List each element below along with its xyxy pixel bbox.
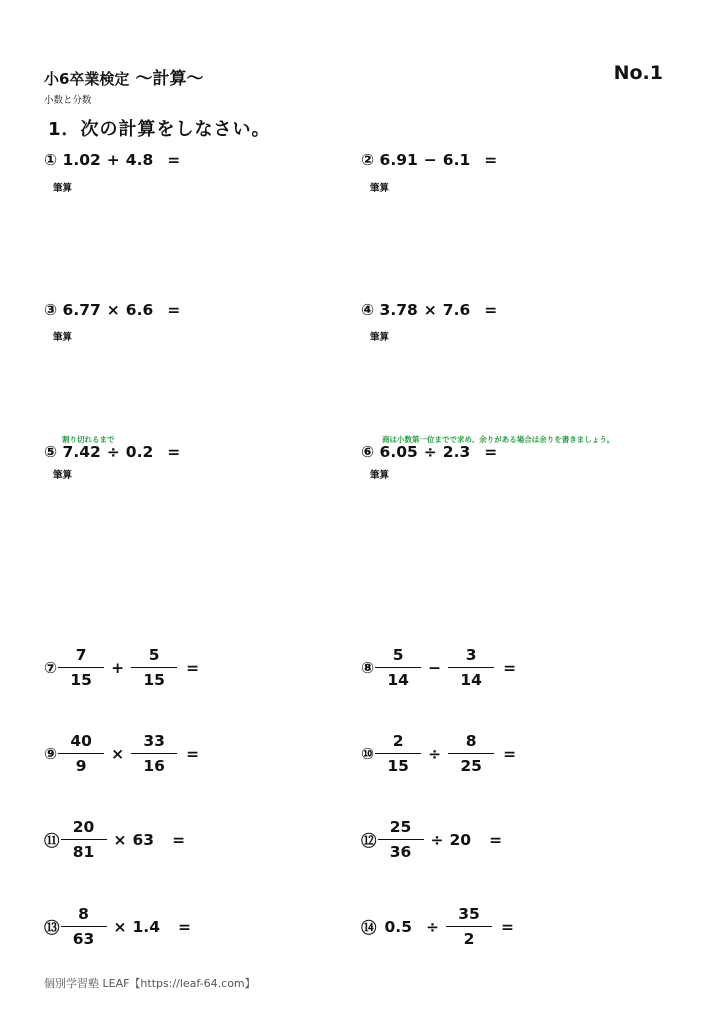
fraction: $\frac{7}{15}$ [58, 643, 104, 692]
hissan-label: 筆算 [370, 183, 390, 194]
hissan-label: 筆算 [370, 470, 390, 481]
problem-13: ⑬ $\frac{8}{63}$ × 1.4 = [44, 902, 191, 951]
problem-9: ⑨ $\frac{40}{9}$ × $\frac{33}{16}$ = [44, 729, 199, 778]
problem-5-note: 割り切れるまで [62, 435, 115, 444]
problem-14: ⑭ 0.5 ÷ $\frac{35}{2}$ = [361, 902, 514, 951]
problem-6: ⑥ 6.05 ÷ 2.3 = [361, 443, 498, 461]
fraction: $\frac{5}{14}$ [375, 643, 421, 692]
problem-4: ④ 3.78 × 7.6 = [361, 301, 498, 319]
problem-2: ② 6.91 − 6.1 = [361, 151, 498, 169]
fraction: $\frac{40}{9}$ [58, 729, 104, 778]
hissan-label: 筆算 [370, 332, 390, 343]
problem-1: ① 1.02 + 4.8 = [44, 151, 181, 169]
worksheet-number: No.1 [613, 62, 663, 84]
problem-10: ⑩ $\frac{2}{15}$ ÷ $\frac{8}{25}$ = [361, 729, 516, 778]
problem-11: ⑪ $\frac{20}{81}$ × 63 = [44, 815, 185, 864]
fraction: $\frac{35}{2}$ [446, 902, 492, 951]
hissan-label: 筆算 [53, 183, 73, 194]
fraction: $\frac{2}{15}$ [375, 729, 421, 778]
fraction: $\frac{8}{25}$ [448, 729, 494, 778]
problem-5: ⑤ 7.42 ÷ 0.2 = [44, 443, 181, 461]
problem-6-note: 商は小数第一位までで求め、余りがある場合は余りを書きましょう。 [382, 435, 615, 444]
fraction: $\frac{33}{16}$ [131, 729, 177, 778]
footer-credit: 個別学習塾 LEAF【https://leaf-64.com】 [44, 977, 256, 990]
fraction: $\frac{3}{14}$ [448, 643, 494, 692]
worksheet-title: 小6卒業検定 〜計算〜 [44, 69, 204, 89]
section-heading: 1．次の計算をしなさい。 [48, 119, 271, 140]
category-label: 小数と分数 [44, 95, 92, 106]
worksheet-subtitle: 〜計算〜 [135, 69, 204, 89]
fraction: $\frac{20}{81}$ [61, 815, 107, 864]
fraction: $\frac{5}{15}$ [131, 643, 177, 692]
hissan-label: 筆算 [53, 332, 73, 343]
problem-8: ⑧ $\frac{5}{14}$ − $\frac{3}{14}$ = [361, 643, 516, 692]
problem-7: ⑦ $\frac{7}{15}$ + $\frac{5}{15}$ = [44, 643, 199, 692]
problem-12: ⑫ $\frac{25}{36}$ ÷ 20 = [361, 815, 502, 864]
problem-3: ③ 6.77 × 6.6 = [44, 301, 181, 319]
fraction: $\frac{8}{63}$ [61, 902, 107, 951]
hissan-label: 筆算 [53, 470, 73, 481]
fraction: $\frac{25}{36}$ [378, 815, 424, 864]
